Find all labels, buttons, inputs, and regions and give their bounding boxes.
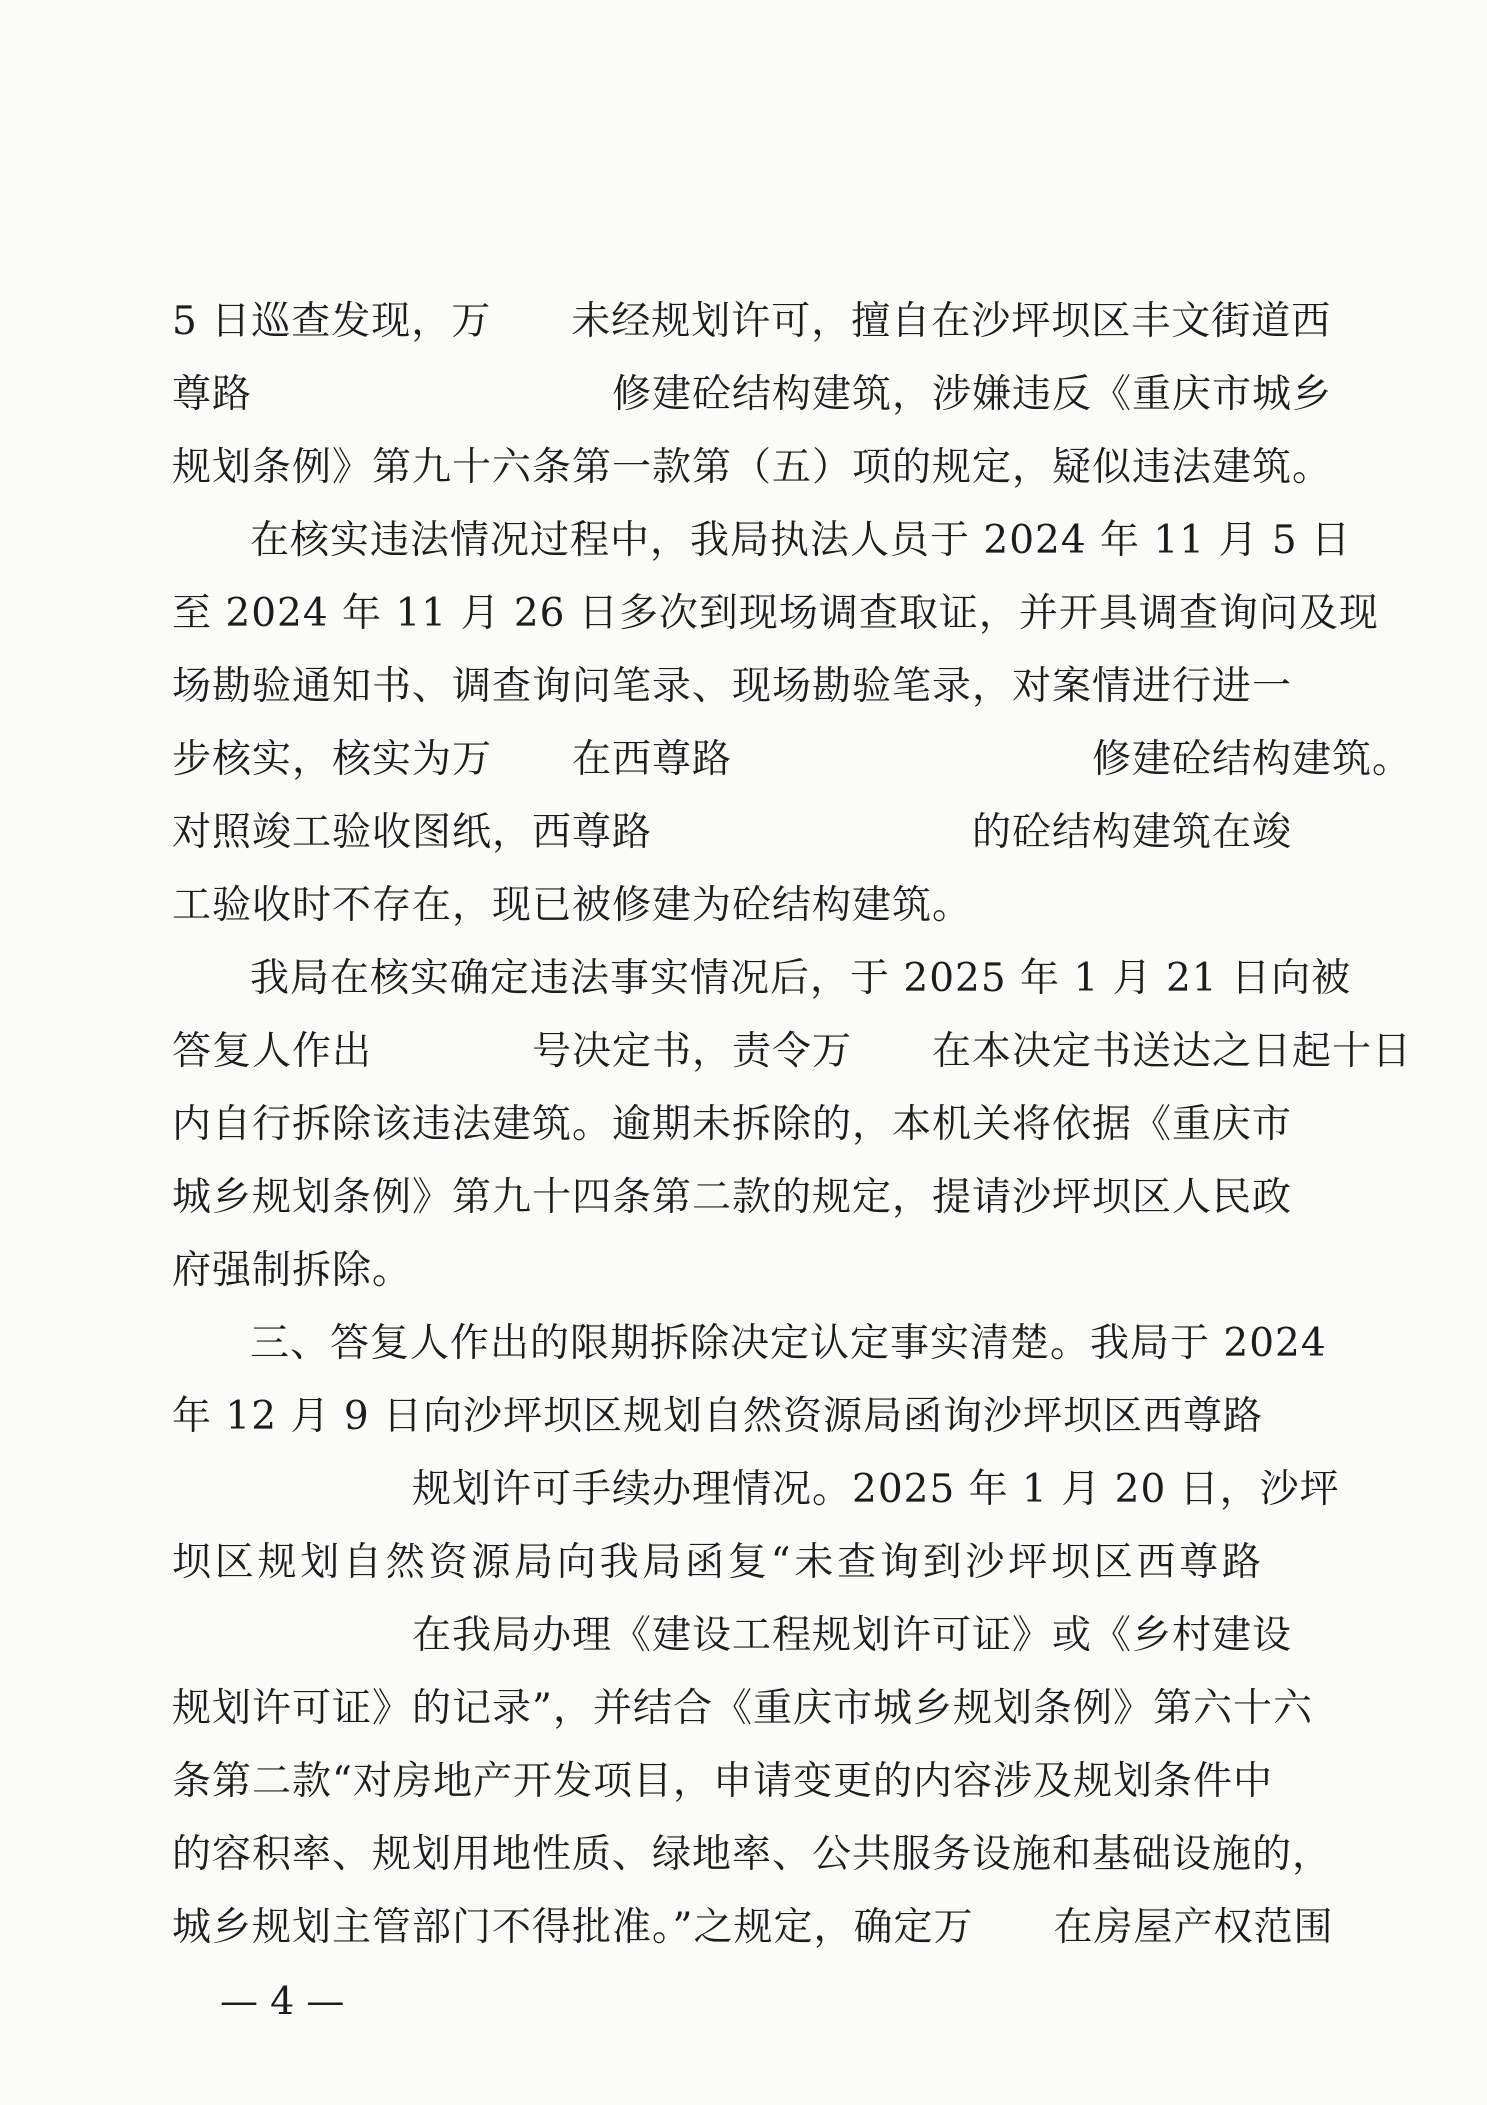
text-line: 5 日巡查发现，万 未经规划许可，擅自在沙坪坝区丰文街道西 xyxy=(172,299,1332,344)
text-line: 三、答复人作出的限期拆除决定认定事实清楚。我局于 2024 xyxy=(250,1321,1327,1366)
text-line: 我局在核实确定违法事实情况后，于 2025 年 1 月 21 日向被 xyxy=(250,956,1352,1001)
text-line: 工验收时不存在，现已被修建为砼结构建筑。 xyxy=(172,883,973,928)
text-line: 坝区规划自然资源局向我局函复“未查询到沙坪坝区西尊路 xyxy=(172,1540,1382,1585)
text-line: 条第二款“对房地产开发项目，申请变更的内容涉及规划条件中 xyxy=(172,1759,1273,1804)
text-line: 城乡规划主管部门不得批准。”之规定，确定万 在房屋产权范围 xyxy=(172,1905,1334,1950)
text-line: 内自行拆除该违法建筑。逾期未拆除的，本机关将依据《重庆市 xyxy=(172,1102,1293,1147)
text-line: 步核实，核实为万 在西尊路 修建砼结构建筑。 xyxy=(172,737,1413,782)
text-line: 规划条例》第九十六条第一款第（五）项的规定，疑似违法建筑。 xyxy=(172,445,1333,490)
text-line: 年 12 月 9 日向沙坪坝区规划自然资源局函询沙坪坝区西尊路 xyxy=(172,1394,1384,1439)
text-line: 尊路 修建砼结构建筑，涉嫌违反《重庆市城乡 xyxy=(172,372,1333,417)
page-number: — 4 — xyxy=(220,1979,345,2023)
text-line: 规划许可证》的记录”，并结合《重庆市城乡规划条例》第六十六 xyxy=(172,1686,1313,1731)
text-line: 城乡规划条例》第九十四条第二款的规定，提请沙坪坝区人民政 xyxy=(172,1175,1293,1220)
text-line: 规划许可手续办理情况。2025 年 1 月 20 日，沙坪 xyxy=(172,1467,1340,1512)
text-line: 答复人作出 号决定书，责令万 在本决定书送达之日起十日 xyxy=(172,1029,1413,1074)
text-line: 在我局办理《建设工程规划许可证》或《乡村建设 xyxy=(172,1613,1293,1658)
text-line: 至 2024 年 11 月 26 日多次到现场调查取证，并开具调查询问及现 xyxy=(172,591,1379,636)
text-line: 的容积率、规划用地性质、绿地率、公共服务设施和基础设施的， xyxy=(172,1832,1333,1877)
text-line: 府强制拆除。 xyxy=(172,1248,413,1293)
text-line: 对照竣工验收图纸，西尊路 的砼结构建筑在竣 xyxy=(172,810,1293,855)
text-line: 在核实违法情况过程中，我局执法人员于 2024 年 11 月 5 日 xyxy=(250,518,1352,563)
text-line: 场勘验通知书、调查询问笔录、现场勘验笔录，对案情进行进一 xyxy=(172,664,1293,709)
